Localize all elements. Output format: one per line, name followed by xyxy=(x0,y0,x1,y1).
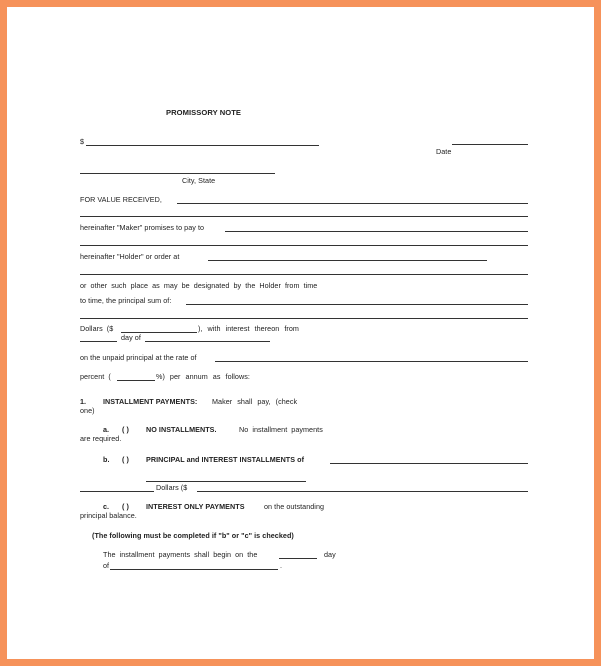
item-c-title: INTEREST ONLY PAYMENTS xyxy=(146,502,245,511)
for-value-received: FOR VALUE RECEIVED, xyxy=(80,195,162,204)
date-blank[interactable] xyxy=(452,144,528,145)
address-blank-2[interactable] xyxy=(80,274,528,275)
begin-end-period: . xyxy=(280,561,283,570)
begin-day-blank[interactable] xyxy=(279,558,317,559)
begin-day-label: day xyxy=(324,550,336,559)
percent-label: percent ( xyxy=(80,372,111,381)
following-note: (The following must be completed if "b" or "c" is checked) xyxy=(92,531,294,540)
item-b-checkbox[interactable]: ( ) xyxy=(122,455,129,464)
holder-name-blank-2[interactable] xyxy=(80,245,528,246)
principal-words-blank[interactable] xyxy=(186,304,528,305)
holder-name-blank[interactable] xyxy=(225,231,528,232)
city-state-blank[interactable] xyxy=(80,173,275,174)
dollars-label: Dollars ($ xyxy=(80,324,114,333)
item-a-text2: are required. xyxy=(80,434,122,443)
day-of-label: day of xyxy=(121,333,141,342)
item-a-label: a. xyxy=(103,425,110,434)
item-b-dollars-label: Dollars ($ xyxy=(156,483,188,492)
item-b-title: PRINCIPAL and INTEREST INSTALLMENTS of xyxy=(146,455,305,464)
rate-number-blank[interactable] xyxy=(117,380,155,381)
installment-words-blank[interactable] xyxy=(330,463,528,464)
maker-line: hereinafter "Maker" promises to pay to xyxy=(80,223,205,232)
item-b-label: b. xyxy=(103,455,110,464)
section1-text2: one) xyxy=(80,406,95,415)
item-c-checkbox[interactable]: ( ) xyxy=(122,502,129,511)
section1-number: 1. xyxy=(80,397,87,406)
begin-of-label: of xyxy=(103,561,110,570)
maker-name-blank[interactable] xyxy=(177,203,528,204)
section1-title: INSTALLMENT PAYMENTS: xyxy=(103,397,198,406)
maker-name-blank-2[interactable] xyxy=(80,216,528,217)
installment-words-blank-3[interactable] xyxy=(80,491,154,492)
item-c-text2: principal balance. xyxy=(80,511,137,520)
unpaid-principal-line: on the unpaid principal at the rate of xyxy=(80,353,197,362)
principal-words-blank-2[interactable] xyxy=(80,318,528,319)
principal-line: to time, the principal sum of: xyxy=(80,296,172,305)
other-place-line: or other such place as may be designated by the Holder from time xyxy=(80,281,318,290)
document-title: PROMISSORY NOTE xyxy=(166,108,242,117)
address-blank[interactable] xyxy=(208,260,487,261)
rate-words-blank[interactable] xyxy=(215,361,528,362)
begin-line: The installment payments shall begin on the xyxy=(103,550,258,559)
dollar-sign: $ xyxy=(80,137,85,146)
installment-amount-blank[interactable] xyxy=(197,491,528,492)
begin-month-blank[interactable] xyxy=(110,569,278,570)
holder-line: hereinafter "Holder" or order at xyxy=(80,252,180,261)
item-a-checkbox[interactable]: ( ) xyxy=(122,425,129,434)
interest-month-blank[interactable] xyxy=(145,341,270,342)
city-state-label: City, State xyxy=(182,176,216,185)
per-annum-label: %) per annum as follows: xyxy=(156,372,250,381)
installment-words-blank-2[interactable] xyxy=(146,481,306,482)
date-label: Date xyxy=(436,147,452,156)
item-a-text: No installment payments xyxy=(239,425,323,434)
interest-from-label: ), with interest thereon from xyxy=(198,324,299,333)
item-c-label: c. xyxy=(103,502,110,511)
interest-day-blank[interactable] xyxy=(80,341,117,342)
section1-text: Maker shall pay, (check xyxy=(212,397,298,406)
item-a-title: NO INSTALLMENTS. xyxy=(146,425,217,434)
item-c-text: on the outstanding xyxy=(264,502,325,511)
amount-blank[interactable] xyxy=(86,145,319,146)
